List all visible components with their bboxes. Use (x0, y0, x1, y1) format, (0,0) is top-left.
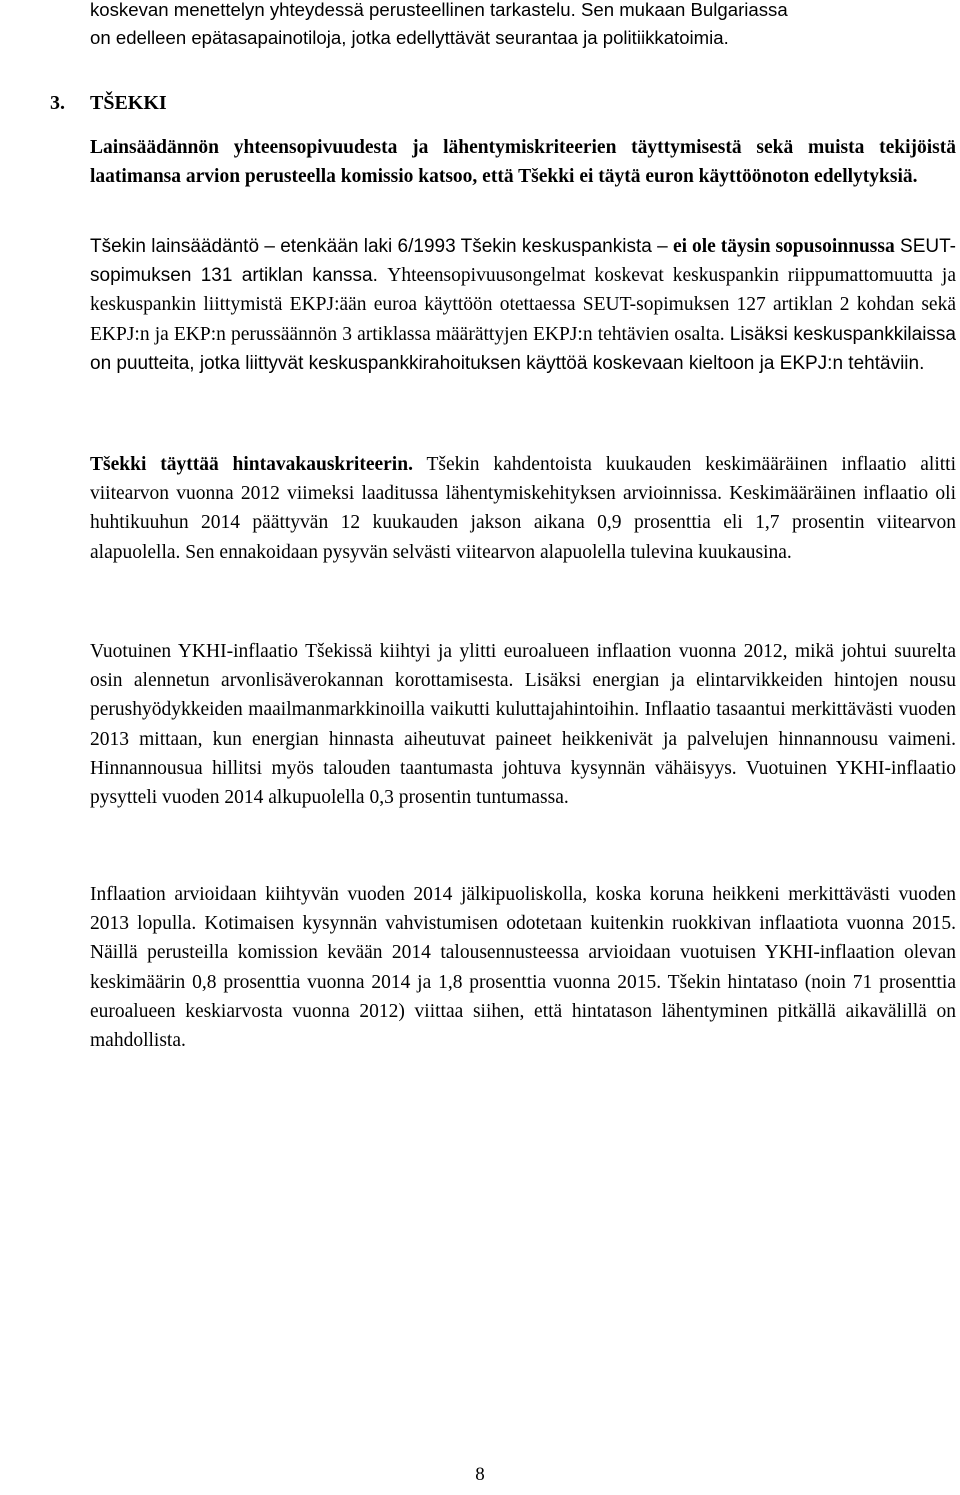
page-number: 8 (475, 1464, 485, 1485)
summary-text: Lainsäädännön yhteensopivuudesta ja lähentymiskriteerien täyttymisestä sekä muista tekijöistä laatimansa arvion perusteella komissio katsoo, että Tšekki ei täytä euron käyttöönoton edellytyksiä. (90, 137, 956, 188)
legal-text-3: Yhteensopivuusongelmat koskevat keskuspankin riippumattomuutta ja keskuspankin liittymistä EKPJ:ään euroa käyttöön otettaessa SEUT-sopimuksen 127 artiklan 2 kohdan sekä EKPJ:n ja EKP:n perussäännön 3 artiklassa määrättyjen EKPJ:n tehtävien osalta. (90, 265, 956, 345)
legal-text-2: SEUT-sopimuksen 131 artiklan kanssa. (90, 236, 956, 287)
section-summary (90, 133, 956, 191)
section-title: TŠEKKI (90, 92, 167, 114)
legal-paragraph (90, 232, 956, 378)
price-stability-paragraph (90, 450, 956, 567)
forecast-paragraph (90, 880, 956, 1055)
section-number: 3. (50, 92, 65, 114)
price-stability-text: Tšekin kahdentoista kuukauden keskimääräinen inflaatio alitti viitearvon vuonna 2012 viimeksi laaditussa lähentymiskehityksen arvioinnissa. Keskimääräinen inflaatio oli huhtikuuhun 2014 päättyvän 12 kuukauden jakson aikana 0,9 prosenttia eli 1,7 prosentin viitearvon alapuolella. Sen ennakoidaan pysyvän selvästi viitearvon alapuolella tulevina kuukausina. (90, 454, 957, 563)
inflation-text: Vuotuinen YKHI-inflaatio Tšekissä kiihtyi ja ylitti euroalueen inflaation vuonna 2012, mikä johtui suurelta osin alennetun arvonlisäverokannan korottamisesta. Lisäksi energian ja elintarvikkeiden hintojen nousu perushyödykkeiden maailmanmarkkinoilla vaikutti kuluttajahintoihin. Inflaatio tasaantui merkittävästi vuoden 2013 mittaan, kun energian hinnasta aiheutuvat paineet heikkenivät ja palvelujen hinnannousu vaimeni. Hinnannousua hillitsi myös talouden taantumasta johtuva kysynnän vähäisyys. Vuotuinen YKHI-inflaatio pysytteli vuoden 2014 alkupuolella 0,3 prosentin tuntumassa. (90, 641, 956, 809)
intro-line-2: on edelleen epätasapainotiloja, jotka edellyttävät seurantaa ja politiikkatoimia. (90, 27, 729, 48)
section-heading (0, 87, 960, 119)
forecast-text: Inflaation arvioidaan kiihtyvän vuoden 2014 jälkipuoliskolla, koska koruna heikkeni merkittävästi vuoden 2013 lopulla. Kotimaisen kysynnän vahvistumisen odotetaan kuitenkin ruokkivan inflaatiota vuonna 2015. Näillä perusteilla komission kevään 2014 talousennusteessa arvioidaan vuotuisen YKHI-inflaation olevan keskimäärin 0,8 prosenttia vuonna 2014 ja 1,8 prosenttia vuonna 2015. Tšekin hintataso (noin 71 prosenttia euroalueen keskiarvosta vuonna 2012) viittaa siihen, että hintatason lähentyminen pitkällä aikavälillä on mahdollista. (90, 884, 956, 1052)
intro-paragraph (90, 0, 956, 52)
inflation-paragraph (90, 637, 956, 812)
legal-bold-text: ei ole täysin sopusoinnussa (673, 236, 895, 257)
legal-text-1: Tšekin lainsäädäntö – etenkään laki 6/1993 Tšekin keskuspankista – (90, 236, 673, 257)
legal-text-4: Lisäksi keskuspankkilaissa on puutteita, jotka liittyvät keskuspankkirahoituksen käyttöä koskevaan kieltoon ja EKPJ:n tehtäviin. (90, 323, 956, 374)
intro-line-1: koskevan menettelyn yhteydessä perusteellinen tarkastelu. Sen mukaan Bulgariassa (90, 0, 788, 20)
price-stability-verdict: Tšekki täyttää hintavakauskriteerin. (90, 454, 413, 475)
